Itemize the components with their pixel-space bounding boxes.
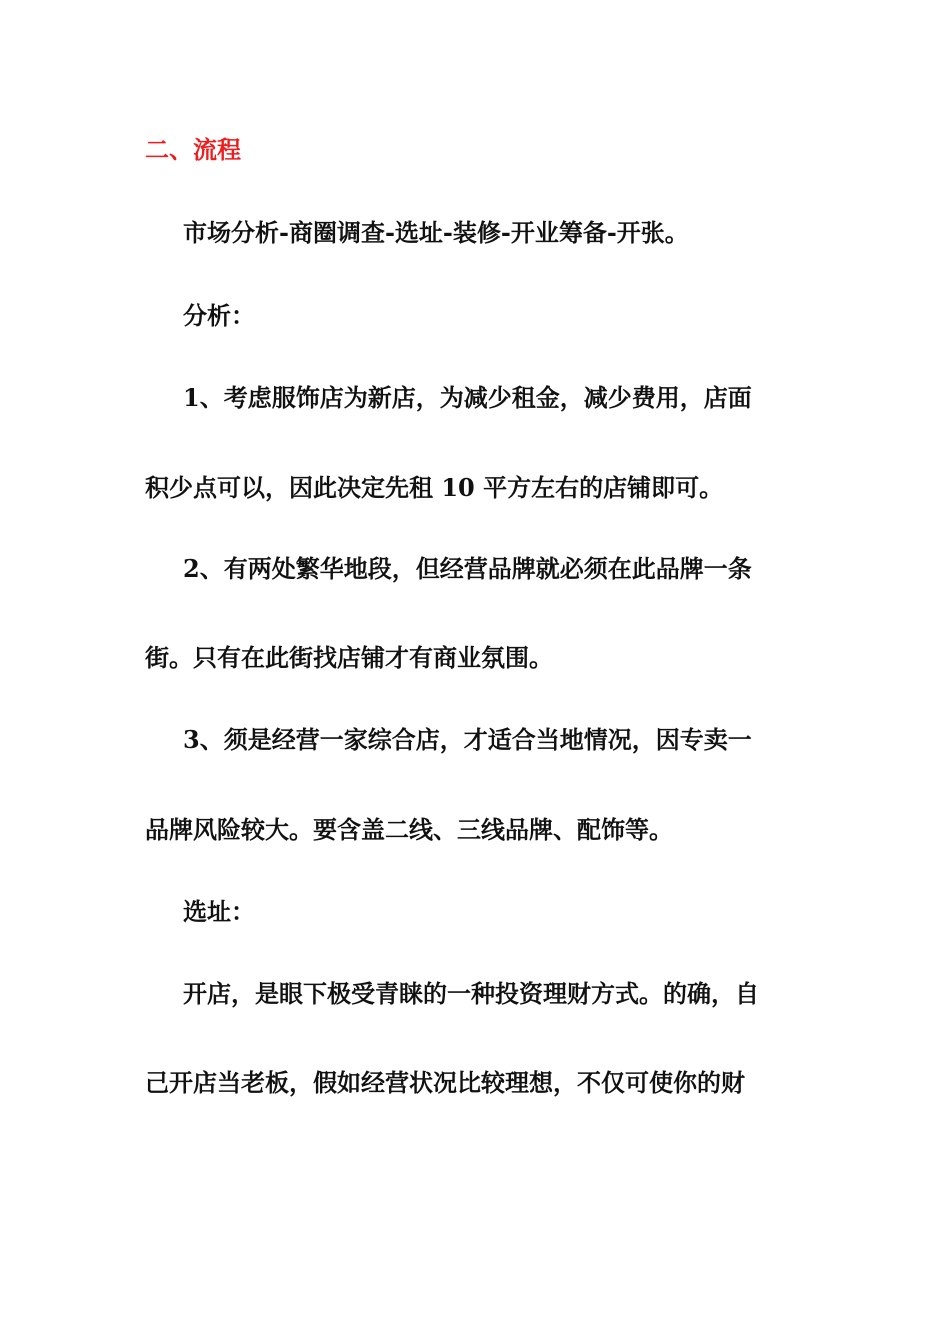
paragraph-4-line-1: 开店，是眼下极受青睐的一种投资理财方式。的确，自 — [183, 979, 759, 1008]
paragraph-1-line-1: 1、考虑服饰店为新店，为减少租金，减少费用，店面 — [183, 383, 752, 412]
paragraph-4-line-2: 己开店当老板，假如经营状况比较理想，不仅可使你的财 — [145, 1068, 745, 1097]
site-selection-label: 选址： — [183, 897, 255, 926]
paragraph-3-line-2: 品牌风险较大。要含盖二线、三线品牌、配饰等。 — [145, 815, 673, 844]
paragraph-1-line-2: 积少点可以，因此决定先租 10 平方左右的店铺即可。 — [145, 473, 724, 502]
section-heading: 二、流程 — [145, 135, 241, 164]
paragraph-2-line-2: 街。只有在此街找店铺才有商业氛围。 — [145, 643, 553, 672]
analysis-label: 分析： — [183, 301, 255, 330]
paragraph-3-line-1: 3、须是经营一家综合店，才适合当地情况，因专卖一 — [183, 725, 752, 754]
paragraph-2-line-1: 2、有两处繁华地段，但经营品牌就必须在此品牌一条 — [183, 554, 752, 583]
flow-line: 市场分析-商圈调查-选址-装修-开业筹备-开张。 — [183, 218, 689, 247]
